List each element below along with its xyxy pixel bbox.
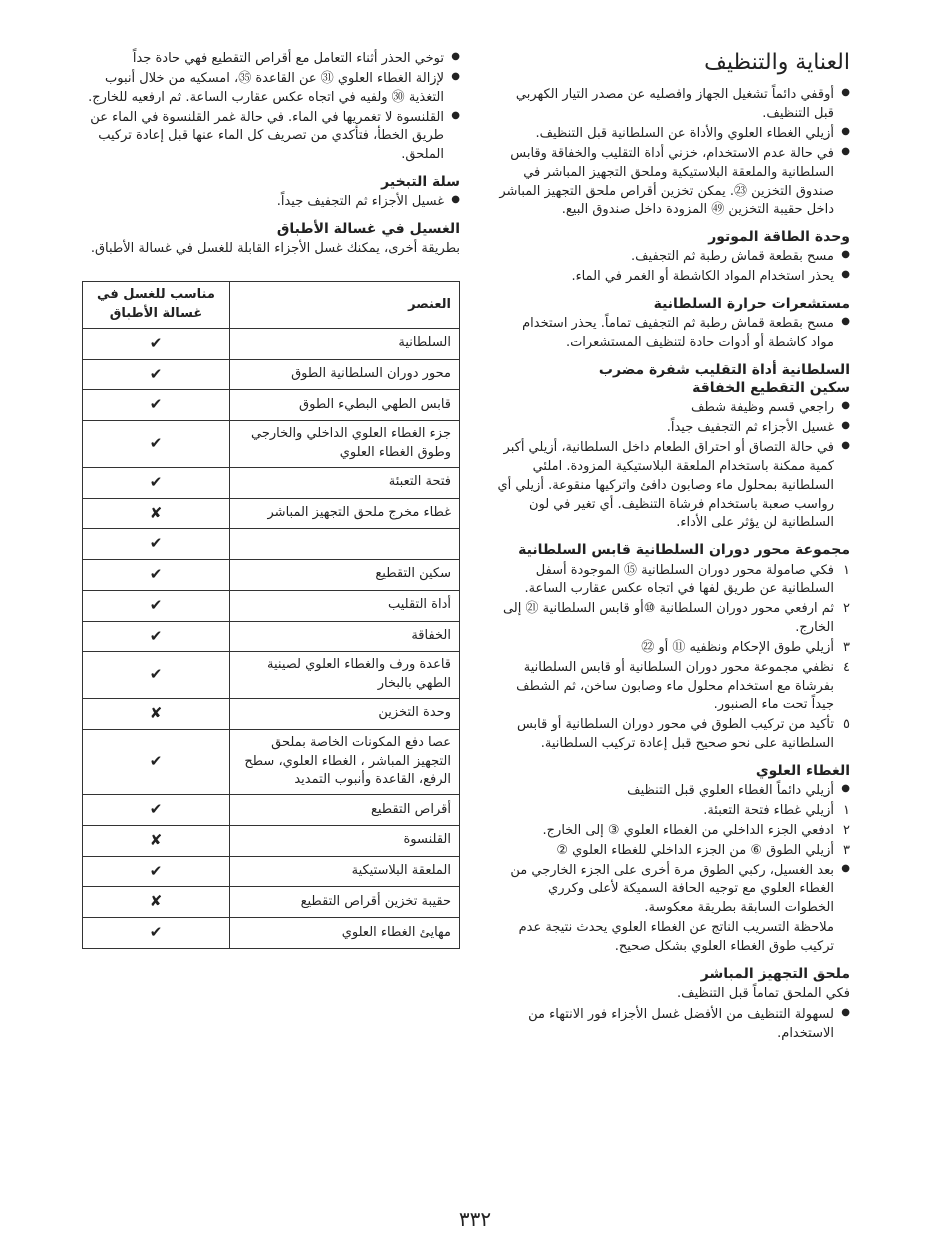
step-number: ٢ <box>843 601 850 617</box>
list-item: ● راجعي قسم وظيفة شطف <box>495 399 850 418</box>
step-text: ادفعي الجزء الداخلي من الغطاء العلوي ③ إلى الخارج. <box>542 822 834 838</box>
item-cell: السلطانية <box>229 328 459 359</box>
step-item <box>495 562 850 600</box>
list-item: ● يحذر استخدام المواد الكاشطة أو الغمر في الماء. <box>495 268 850 287</box>
step-item <box>495 842 850 861</box>
bowl-bullets <box>495 399 850 533</box>
mark-cell: ✔ <box>83 918 230 949</box>
list-item: ● مسح بقطعة قماش رطبة ثم التجفيف تماماً. يحذر استخدام مواد كاشطة أو أدوات حادة لتنظيف المستشعرات. <box>495 315 850 353</box>
mark-cell: ✔ <box>83 390 230 421</box>
section-heading-steam: سلة التبخير <box>381 174 460 191</box>
list-item: ● في حالة التصاق أو احتراق الطعام داخل السلطانية، أزيلي أكبر كمية ممكنة باستخدام الملعقة البلاستيكية المزودة. املئي السلطانية بمحلول ماء وصابون دافئ واتركيها منقوعة. أزيلي أي رواسب صعبة باستخدام فرشاة التنظيف. أي تغير في لون السلطانية لن يؤثر على الأداء. <box>495 439 850 533</box>
attachment-bullets <box>495 1006 850 1044</box>
dishwasher-table <box>82 281 460 949</box>
table-row <box>83 359 460 390</box>
list-item: ● في حالة عدم الاستخدام، خزني أداة التقليب والخفاقة وقابس السلطانية والملعقة البلاستيكية وملحق التجهيز المباشر في صندوق التخزين ㉓. يمكن تخزين أقراص ملحق التجهيز المباشر داخل حقيبة التخزين ㊾ المزودة داخل صندوق البيع. <box>495 145 850 220</box>
section-heading-motor: وحدة الطاقة الموتور <box>708 229 850 246</box>
item-cell: محور دوران السلطانية الطوق <box>229 359 459 390</box>
list-item: ● مسح بقطعة قماش رطبة ثم التجفيف. <box>495 248 850 267</box>
step-item <box>495 822 850 841</box>
table-row <box>83 328 460 359</box>
top-bullets <box>82 50 460 165</box>
mark-cell: ✘ <box>83 498 230 529</box>
list-item: ● توخي الحذر أثناء التعامل مع أقراص التقطيع فهي حادة جداً <box>82 50 460 69</box>
steam-bullets <box>82 193 460 212</box>
step-item <box>495 639 850 658</box>
list-item: ● لإزالة الغطاء العلوي ㉛ عن القاعدة ㉟، امسكيه من خلال أنبوب التغذية ㉚ ولفيه في اتجاه عكس عقارب الساعة. ثم ارفعيه للخارج. <box>82 70 460 108</box>
mark-cell: ✔ <box>83 729 230 795</box>
item-cell: قاعدة ورف والغطاء العلوي لصينية الطهي بالبخار <box>229 652 459 699</box>
lid-steps <box>495 802 850 861</box>
list-item: ● أزيلي دائماً الغطاء العلوي قبل التنظيف <box>495 782 850 801</box>
step-text: أزيلي الطوق ⑥ من الجزء الداخلي للغطاء العلوي ② <box>556 842 834 858</box>
list-item: ● لسهولة التنظيف من الأفضل غسل الأجزاء فور الانتهاء من الاستخدام. <box>495 1006 850 1044</box>
right-column <box>495 50 850 1044</box>
list-item: ● القلنسوة لا تغمريها في الماء. في حالة غمر القلنسوة في الماء عن طريق الخطأ، فتأكدي من تصريف كل الماء عنها قبل إعادة تركيب الملحق. <box>82 109 460 166</box>
item-cell: وحدة التخزين <box>229 698 459 729</box>
table-row <box>83 560 460 591</box>
table-row <box>83 421 460 468</box>
section-heading-attachment: ملحق التجهيز المباشر <box>700 965 850 982</box>
table-row <box>83 856 460 887</box>
list-item: ● أزيلي الغطاء العلوي والأداة عن السلطانية قبل التنظيف. <box>495 125 850 144</box>
item-cell <box>229 529 459 560</box>
table-row <box>83 887 460 918</box>
table-row <box>83 467 460 498</box>
section-heading-sensors: مستشعرات حرارة السلطانية <box>653 296 850 313</box>
section-heading-bowl <box>495 361 850 397</box>
list-item: ● غسيل الأجزاء ثم التجفيف جيداً. <box>495 419 850 438</box>
table-row <box>83 529 460 560</box>
mark-cell: ✔ <box>83 652 230 699</box>
page-number: ٣٣٢ <box>458 1207 492 1231</box>
item-cell: حقيبة تخزين أقراص التقطيع <box>229 887 459 918</box>
mark-cell: ✔ <box>83 590 230 621</box>
page-title: العناية والتنظيف <box>704 50 850 75</box>
item-cell: فتحة التعبئة <box>229 467 459 498</box>
section-heading-dishwasher: الغسيل في غسالة الأطباق <box>276 221 460 238</box>
motor-bullets <box>495 248 850 287</box>
list-item: ● بعد الغسيل، ركبي الطوق مرة أخرى على الجزء الخارجي من الغطاء العلوي مع توجيه الحافة السميكة لأعلى وكرري الخطوات السابقة بطريقة معكوسة. <box>495 862 850 919</box>
mark-cell: ✔ <box>83 359 230 390</box>
mark-cell: ✘ <box>83 887 230 918</box>
lid-bullets-2 <box>495 862 850 919</box>
table-row <box>83 621 460 652</box>
table-row <box>83 918 460 949</box>
table-row <box>83 652 460 699</box>
section-heading-shaft: مجموعة محور دوران السلطانية قابس السلطانية <box>518 542 850 559</box>
step-item <box>495 716 850 754</box>
table-row <box>83 698 460 729</box>
step-number: ٢ <box>843 822 850 838</box>
mark-cell: ✘ <box>83 698 230 729</box>
table-header-row <box>83 282 460 329</box>
general-bullets <box>495 86 850 220</box>
table-row <box>83 590 460 621</box>
table-row <box>83 825 460 856</box>
item-cell: قابس الطهي البطيء الطوق <box>229 390 459 421</box>
list-item: ● غسيل الأجزاء ثم التجفيف جيداً. <box>82 193 460 212</box>
left-column <box>82 50 460 949</box>
mark-cell: ✔ <box>83 560 230 591</box>
step-text: فكي صامولة محور دوران السلطانية ⑮ الموجودة أسفل السلطانية عن طريق لفها في اتجاه عكس عقارب الساعة. <box>524 562 834 597</box>
lid-note: ملاحظة التسريب الناتج عن الغطاء العلوي يحدث نتيجة عدم تركيب طوق الغطاء العلوي بشكل صحيح. <box>518 920 834 954</box>
item-cell: جزء الغطاء العلوي الداخلي والخارجي وطوق الغطاء العلوي <box>229 421 459 468</box>
step-text: أزيلي غطاء فتحة التعبئة. <box>703 802 834 818</box>
table-row <box>83 795 460 826</box>
sensors-bullets <box>495 315 850 353</box>
item-cell: الملعقة البلاستيكية <box>229 856 459 887</box>
item-cell: أداة التقليب <box>229 590 459 621</box>
table-row <box>83 498 460 529</box>
mark-cell: ✔ <box>83 856 230 887</box>
mark-cell: ✔ <box>83 467 230 498</box>
lid-bullets <box>495 782 850 801</box>
step-text: نظفي مجموعة محور دوران السلطانية أو قابس السلطانية بفرشاة مع استخدام محلول ماء وصابون ساخن، ثم الشطف جيداً تحت ماء الصنبور. <box>516 659 834 713</box>
step-item <box>495 600 850 638</box>
mark-cell: ✔ <box>83 795 230 826</box>
heading-line: السلطانية أداة التقليب شفرة مضرب <box>598 362 850 379</box>
step-item <box>495 802 850 821</box>
item-cell: غطاء مخرج ملحق التجهيز المباشر <box>229 498 459 529</box>
step-number: ٣ <box>843 639 850 655</box>
mark-cell: ✔ <box>83 621 230 652</box>
item-cell: عصا دفع المكونات الخاصة بملحق التجهيز المباشر ، الغطاء العلوي، سطح الرفع، القاعدة وأنبوب التمديد <box>229 729 459 795</box>
mark-cell: ✔ <box>83 328 230 359</box>
table-row <box>83 390 460 421</box>
step-text: ثم ارفعي محور دوران السلطانية ⑩أو قابس السلطانية ㉑ إلى الخارج. <box>502 601 834 636</box>
heading-line: سكين التقطيع الخفاقة <box>692 380 850 397</box>
step-item <box>495 659 850 716</box>
step-number: ٣ <box>843 842 850 858</box>
item-cell: مهايئ الغطاء العلوي <box>229 918 459 949</box>
item-cell: الخفاقة <box>229 621 459 652</box>
item-cell: سكين التقطيع <box>229 560 459 591</box>
step-number: ١ <box>843 802 850 818</box>
item-cell: القلنسوة <box>229 825 459 856</box>
step-number: ٤ <box>843 659 850 675</box>
column-header-item: العنصر <box>229 282 459 329</box>
step-number: ٥ <box>843 717 850 733</box>
item-cell: أقراص التقطيع <box>229 795 459 826</box>
dishwasher-paragraph: بطريقة أخرى، يمكنك غسل الأجزاء القابلة للغسل في غسالة الأطباق. <box>90 241 460 257</box>
list-item: ● أوقفي دائماً تشغيل الجهاز وافصليه عن مصدر التيار الكهربي قبل التنظيف. <box>495 86 850 124</box>
mark-cell: ✘ <box>83 825 230 856</box>
mark-cell: ✔ <box>83 529 230 560</box>
step-text: أزيلي طوق الإحكام ونظفيه ⑪ أو ㉒ <box>641 639 834 655</box>
mark-cell: ✔ <box>83 421 230 468</box>
step-number: ١ <box>843 562 850 578</box>
table-row <box>83 729 460 795</box>
section-heading-lid: الغطاء العلوي <box>755 762 850 779</box>
attachment-paragraph: فكي الملحق تماماً قبل التنظيف. <box>677 985 850 1001</box>
column-header-dishwasher: مناسب للغسل في غسالة الأطباق <box>83 282 230 329</box>
shaft-steps <box>495 562 850 754</box>
step-text: تأكيد من تركيب الطوق في محور دوران السلطانية أو قابس السلطانية على نحو صحيح قبل إعادة تركيب السلطانية. <box>516 717 834 752</box>
